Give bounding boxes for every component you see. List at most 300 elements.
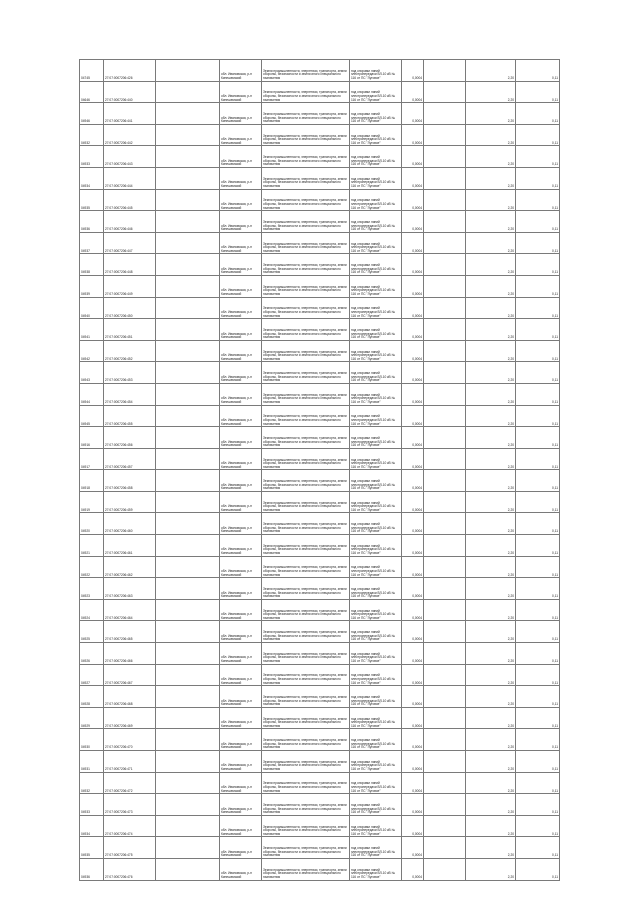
amount-cell: 0,11 xyxy=(516,275,560,297)
rate-cell: 2,20 xyxy=(466,686,516,708)
land-category-cell: Земли промышленности, энергетики, транспорта, земли обороны, безопасности и земли иного специального назначения xyxy=(262,297,350,319)
row-number-cell: 04936 xyxy=(80,858,104,880)
empty-value-cell xyxy=(424,405,466,427)
area-cell: 0,0004 xyxy=(402,60,424,82)
address-cell: обл. Ивановская, р-н Кинешемский xyxy=(220,491,262,513)
empty-cell xyxy=(156,405,220,427)
rate-cell: 2,20 xyxy=(466,772,516,794)
area-cell: 0,0004 xyxy=(402,448,424,470)
row-number-cell: 04922 xyxy=(80,556,104,578)
area-cell: 0,0004 xyxy=(402,513,424,535)
amount-cell: 0,11 xyxy=(516,405,560,427)
cadastral-number-cell: 27:07:0007206:451 xyxy=(104,319,156,341)
address-cell: обл. Ивановская, р-н Кинешемский xyxy=(220,254,262,276)
area-cell: 0,0004 xyxy=(402,535,424,557)
table-row xyxy=(80,599,560,621)
row-number-cell: 04932 xyxy=(80,772,104,794)
rate-cell: 2,20 xyxy=(466,491,516,513)
table-row xyxy=(80,211,560,233)
amount-cell: 0,11 xyxy=(516,81,560,103)
empty-cell xyxy=(156,858,220,880)
area-cell: 0,0004 xyxy=(402,837,424,859)
rate-cell: 2,20 xyxy=(466,340,516,362)
cadastral-number-cell: 27:07:0007206:441 xyxy=(104,103,156,125)
empty-value-cell xyxy=(424,535,466,557)
row-number-cell: 04646 xyxy=(80,81,104,103)
address-cell: обл. Ивановская, р-н Кинешемский xyxy=(220,211,262,233)
empty-cell xyxy=(156,556,220,578)
table-row xyxy=(80,362,560,384)
table-row xyxy=(80,491,560,513)
row-number-cell: 04934 xyxy=(80,815,104,837)
amount-cell: 0,11 xyxy=(516,211,560,233)
rate-cell: 2,20 xyxy=(466,643,516,665)
amount-cell: 0,11 xyxy=(516,319,560,341)
empty-value-cell xyxy=(424,794,466,816)
table-row xyxy=(80,643,560,665)
land-category-cell: Земли промышленности, энергетики, транспорта, земли обороны, безопасности и земли иного специального назначения xyxy=(262,340,350,362)
amount-cell: 0,11 xyxy=(516,189,560,211)
rate-cell: 2,20 xyxy=(466,124,516,146)
empty-value-cell xyxy=(424,124,466,146)
table-row xyxy=(80,254,560,276)
permitted-use-cell: под опорами линий электропередачи ВЛ-10 кВ № 116 от ПС "Луговое" xyxy=(350,103,402,125)
empty-value-cell xyxy=(424,837,466,859)
rate-cell: 2,20 xyxy=(466,751,516,773)
empty-value-cell xyxy=(424,167,466,189)
area-cell: 0,0004 xyxy=(402,599,424,621)
area-cell: 0,0004 xyxy=(402,707,424,729)
cadastral-number-cell: 27:07:0007206:454 xyxy=(104,383,156,405)
area-cell: 0,0004 xyxy=(402,146,424,168)
area-cell: 0,0004 xyxy=(402,211,424,233)
permitted-use-cell: под опорами линий электропередачи ВЛ-10 кВ № 116 от ПС "Луговое" xyxy=(350,535,402,557)
area-cell: 0,0004 xyxy=(402,686,424,708)
cadastral-number-cell: 27:07:0007206:458 xyxy=(104,470,156,492)
rate-cell: 2,20 xyxy=(466,621,516,643)
row-number-cell: 04916 xyxy=(80,427,104,449)
cadastral-number-cell: 27:07:0007206:473 xyxy=(104,794,156,816)
empty-cell xyxy=(156,729,220,751)
amount-cell: 0,11 xyxy=(516,60,560,82)
empty-cell xyxy=(156,470,220,492)
address-cell: обл. Ивановская, р-н Кинешемский xyxy=(220,103,262,125)
row-number-cell: 04946 xyxy=(80,103,104,125)
empty-cell xyxy=(156,578,220,600)
table-row xyxy=(80,794,560,816)
land-category-cell: Земли промышленности, энергетики, транспорта, земли обороны, безопасности и земли иного специального назначения xyxy=(262,275,350,297)
area-cell: 0,0004 xyxy=(402,103,424,125)
area-cell: 0,0004 xyxy=(402,858,424,880)
rate-cell: 2,20 xyxy=(466,729,516,751)
rate-cell: 2,20 xyxy=(466,815,516,837)
empty-value-cell xyxy=(424,60,466,82)
land-category-cell: Земли промышленности, энергетики, транспорта, земли обороны, безопасности и земли иного специального назначения xyxy=(262,491,350,513)
rate-cell: 2,20 xyxy=(466,211,516,233)
permitted-use-cell: под опорами линий электропередачи ВЛ-10 кВ № 116 от ПС "Луговое" xyxy=(350,772,402,794)
row-number-cell: 04937 xyxy=(80,232,104,254)
cadastral-number-cell: 27:07:0007206:455 xyxy=(104,405,156,427)
empty-cell xyxy=(156,340,220,362)
address-cell: обл. Ивановская, р-н Кинешемский xyxy=(220,772,262,794)
address-cell: обл. Ивановская, р-н Кинешемский xyxy=(220,124,262,146)
empty-value-cell xyxy=(424,751,466,773)
empty-value-cell xyxy=(424,362,466,384)
permitted-use-cell: под опорами линий электропередачи ВЛ-10 кВ № 116 от ПС "Луговое" xyxy=(350,362,402,384)
address-cell: обл. Ивановская, р-н Кинешемский xyxy=(220,146,262,168)
cadastral-number-cell: 27:07:0007206:463 xyxy=(104,578,156,600)
land-category-cell: Земли промышленности, энергетики, транспорта, земли обороны, безопасности и земли иного специального назначения xyxy=(262,751,350,773)
table-row xyxy=(80,275,560,297)
amount-cell: 0,11 xyxy=(516,772,560,794)
rate-cell: 2,20 xyxy=(466,858,516,880)
amount-cell: 0,11 xyxy=(516,146,560,168)
land-plots-table xyxy=(79,59,560,881)
area-cell: 0,0004 xyxy=(402,81,424,103)
rate-cell: 2,20 xyxy=(466,664,516,686)
address-cell: обл. Ивановская, р-н Кинешемский xyxy=(220,621,262,643)
land-category-cell: Земли промышленности, энергетики, транспорта, земли обороны, безопасности и земли иного специального назначения xyxy=(262,362,350,384)
amount-cell: 0,11 xyxy=(516,124,560,146)
area-cell: 0,0004 xyxy=(402,772,424,794)
land-category-cell: Земли промышленности, энергетики, транспорта, земли обороны, безопасности и земли иного специального назначения xyxy=(262,383,350,405)
row-number-cell: 04935 xyxy=(80,837,104,859)
amount-cell: 0,11 xyxy=(516,232,560,254)
row-number-cell: 04933 xyxy=(80,794,104,816)
amount-cell: 0,11 xyxy=(516,167,560,189)
amount-cell: 0,11 xyxy=(516,664,560,686)
empty-cell xyxy=(156,491,220,513)
rate-cell: 2,20 xyxy=(466,470,516,492)
empty-cell xyxy=(156,707,220,729)
address-cell: обл. Ивановская, р-н Кинешемский xyxy=(220,815,262,837)
land-category-cell: Земли промышленности, энергетики, транспорта, земли обороны, безопасности и земли иного специального назначения xyxy=(262,621,350,643)
table-row xyxy=(80,751,560,773)
rate-cell: 2,20 xyxy=(466,254,516,276)
land-category-cell: Земли промышленности, энергетики, транспорта, земли обороны, безопасности и земли иного специального назначения xyxy=(262,103,350,125)
table-row xyxy=(80,837,560,859)
empty-cell xyxy=(156,815,220,837)
land-category-cell: Земли промышленности, энергетики, транспорта, земли обороны, безопасности и земли иного специального назначения xyxy=(262,729,350,751)
empty-cell xyxy=(156,621,220,643)
rate-cell: 2,20 xyxy=(466,232,516,254)
land-category-cell: Земли промышленности, энергетики, транспорта, земли обороны, безопасности и земли иного специального назначения xyxy=(262,513,350,535)
address-cell: обл. Ивановская, р-н Кинешемский xyxy=(220,664,262,686)
permitted-use-cell: под опорами линий электропередачи ВЛ-10 кВ № 116 от ПС "Луговое" xyxy=(350,189,402,211)
empty-value-cell xyxy=(424,599,466,621)
row-number-cell: 04926 xyxy=(80,643,104,665)
cadastral-number-cell: 27:07:0007206:446 xyxy=(104,211,156,233)
area-cell: 0,0004 xyxy=(402,578,424,600)
amount-cell: 0,11 xyxy=(516,837,560,859)
permitted-use-cell: под опорами линий электропередачи ВЛ-10 кВ № 116 от ПС "Луговое" xyxy=(350,751,402,773)
empty-cell xyxy=(156,427,220,449)
land-category-cell: Земли промышленности, энергетики, транспорта, земли обороны, безопасности и земли иного специального назначения xyxy=(262,772,350,794)
empty-cell xyxy=(156,254,220,276)
address-cell: обл. Ивановская, р-н Кинешемский xyxy=(220,556,262,578)
empty-cell xyxy=(156,189,220,211)
land-category-cell: Земли промышленности, энергетики, транспорта, земли обороны, безопасности и земли иного специального назначения xyxy=(262,232,350,254)
rate-cell: 2,20 xyxy=(466,362,516,384)
address-cell: обл. Ивановская, р-н Кинешемский xyxy=(220,643,262,665)
empty-value-cell xyxy=(424,578,466,600)
amount-cell: 0,11 xyxy=(516,535,560,557)
permitted-use-cell: под опорами линий электропередачи ВЛ-10 кВ № 116 от ПС "Луговое" xyxy=(350,707,402,729)
address-cell: обл. Ивановская, р-н Кинешемский xyxy=(220,232,262,254)
row-number-cell: 04932 xyxy=(80,124,104,146)
land-category-cell: Земли промышленности, энергетики, транспорта, земли обороны, безопасности и земли иного специального назначения xyxy=(262,858,350,880)
permitted-use-cell: под опорами линий электропередачи ВЛ-10 кВ № 116 от ПС "Луговое" xyxy=(350,427,402,449)
area-cell: 0,0004 xyxy=(402,664,424,686)
cadastral-number-cell: 27:07:0007206:469 xyxy=(104,707,156,729)
cadastral-number-cell: 27:07:0007206:459 xyxy=(104,491,156,513)
address-cell: обл. Ивановская, р-н Кинешемский xyxy=(220,275,262,297)
land-category-cell: Земли промышленности, энергетики, транспорта, земли обороны, безопасности и земли иного специального назначения xyxy=(262,707,350,729)
row-number-cell: 04935 xyxy=(80,189,104,211)
address-cell: обл. Ивановская, р-н Кинешемский xyxy=(220,729,262,751)
cadastral-number-cell: 27:07:0007206:462 xyxy=(104,556,156,578)
rate-cell: 2,20 xyxy=(466,535,516,557)
amount-cell: 0,11 xyxy=(516,858,560,880)
address-cell: обл. Ивановская, р-н Кинешемский xyxy=(220,837,262,859)
cadastral-number-cell: 27:07:0007206:426 xyxy=(104,60,156,82)
amount-cell: 0,11 xyxy=(516,254,560,276)
permitted-use-cell: под опорами линий электропередачи ВЛ-10 кВ № 116 от ПС "Луговое" xyxy=(350,556,402,578)
empty-cell xyxy=(156,60,220,82)
empty-value-cell xyxy=(424,319,466,341)
land-category-cell: Земли промышленности, энергетики, транспорта, земли обороны, безопасности и земли иного специального назначения xyxy=(262,448,350,470)
amount-cell: 0,11 xyxy=(516,427,560,449)
rate-cell: 2,20 xyxy=(466,319,516,341)
permitted-use-cell: под опорами линий электропередачи ВЛ-10 кВ № 116 от ПС "Луговое" xyxy=(350,729,402,751)
row-number-cell: 04940 xyxy=(80,297,104,319)
land-category-cell: Земли промышленности, энергетики, транспорта, земли обороны, безопасности и земли иного специального назначения xyxy=(262,556,350,578)
empty-value-cell xyxy=(424,556,466,578)
cadastral-number-cell: 27:07:0007206:442 xyxy=(104,124,156,146)
permitted-use-cell: под опорами линий электропередачи ВЛ-10 кВ № 116 от ПС "Луговое" xyxy=(350,254,402,276)
table-row xyxy=(80,664,560,686)
area-cell: 0,0004 xyxy=(402,189,424,211)
empty-cell xyxy=(156,103,220,125)
row-number-cell: 04933 xyxy=(80,146,104,168)
empty-value-cell xyxy=(424,383,466,405)
address-cell: обл. Ивановская, р-н Кинешемский xyxy=(220,383,262,405)
land-category-cell: Земли промышленности, энергетики, транспорта, земли обороны, безопасности и земли иного специального назначения xyxy=(262,211,350,233)
area-cell: 0,0004 xyxy=(402,383,424,405)
amount-cell: 0,11 xyxy=(516,103,560,125)
empty-cell xyxy=(156,124,220,146)
rate-cell: 2,20 xyxy=(466,405,516,427)
empty-cell xyxy=(156,362,220,384)
permitted-use-cell: под опорами линий электропередачи ВЛ-10 кВ № 116 от ПС "Луговое" xyxy=(350,448,402,470)
permitted-use-cell: под опорами линий электропередачи ВЛ-10 кВ № 116 от ПС "Луговое" xyxy=(350,837,402,859)
address-cell: обл. Ивановская, р-н Кинешемский xyxy=(220,427,262,449)
address-cell: обл. Ивановская, р-н Кинешемский xyxy=(220,858,262,880)
rate-cell: 2,20 xyxy=(466,578,516,600)
permitted-use-cell: под опорами линий электропередачи ВЛ-10 кВ № 116 от ПС "Луговое" xyxy=(350,599,402,621)
permitted-use-cell: под опорами линий электропередачи ВЛ-10 кВ № 116 от ПС "Луговое" xyxy=(350,340,402,362)
land-category-cell: Земли промышленности, энергетики, транспорта, земли обороны, безопасности и земли иного специального назначения xyxy=(262,427,350,449)
row-number-cell: 04927 xyxy=(80,664,104,686)
cadastral-number-cell: 27:07:0007206:476 xyxy=(104,858,156,880)
permitted-use-cell: под опорами линий электропередачи ВЛ-10 кВ № 116 от ПС "Луговое" xyxy=(350,664,402,686)
address-cell: обл. Ивановская, р-н Кинешемский xyxy=(220,81,262,103)
permitted-use-cell: под опорами линий электропередачи ВЛ-10 кВ № 116 от ПС "Луговое" xyxy=(350,124,402,146)
cadastral-number-cell: 27:07:0007206:447 xyxy=(104,232,156,254)
table-row xyxy=(80,707,560,729)
row-number-cell: 04920 xyxy=(80,513,104,535)
land-category-cell: Земли промышленности, энергетики, транспорта, земли обороны, безопасности и земли иного специального назначения xyxy=(262,60,350,82)
empty-cell xyxy=(156,275,220,297)
rate-cell: 2,20 xyxy=(466,448,516,470)
table-row xyxy=(80,513,560,535)
rate-cell: 2,20 xyxy=(466,707,516,729)
permitted-use-cell: под опорами линий электропередачи ВЛ-10 кВ № 116 от ПС "Луговое" xyxy=(350,491,402,513)
empty-value-cell xyxy=(424,664,466,686)
permitted-use-cell: под опорами линий электропередачи ВЛ-10 кВ № 116 от ПС "Луговое" xyxy=(350,794,402,816)
permitted-use-cell: под опорами линий электропередачи ВЛ-10 кВ № 116 от ПС "Луговое" xyxy=(350,275,402,297)
row-number-cell: 04919 xyxy=(80,491,104,513)
permitted-use-cell: под опорами линий электропередачи ВЛ-10 кВ № 116 от ПС "Луговое" xyxy=(350,383,402,405)
area-cell: 0,0004 xyxy=(402,751,424,773)
permitted-use-cell: под опорами линий электропередачи ВЛ-10 кВ № 116 от ПС "Луговое" xyxy=(350,470,402,492)
address-cell: обл. Ивановская, р-н Кинешемский xyxy=(220,599,262,621)
row-number-cell: 04942 xyxy=(80,340,104,362)
table-body xyxy=(80,60,560,881)
permitted-use-cell: под опорами линий электропередачи ВЛ-10 кВ № 116 от ПС "Луговое" xyxy=(350,815,402,837)
row-number-cell: 04918 xyxy=(80,470,104,492)
address-cell: обл. Ивановская, р-н Кинешемский xyxy=(220,60,262,82)
table-row xyxy=(80,815,560,837)
area-cell: 0,0004 xyxy=(402,254,424,276)
cadastral-number-cell: 27:07:0007206:470 xyxy=(104,729,156,751)
empty-cell xyxy=(156,837,220,859)
table-row xyxy=(80,81,560,103)
row-number-cell: 04930 xyxy=(80,729,104,751)
rate-cell: 2,20 xyxy=(466,513,516,535)
empty-value-cell xyxy=(424,513,466,535)
permitted-use-cell: под опорами линий электропередачи ВЛ-10 кВ № 116 от ПС "Луговое" xyxy=(350,146,402,168)
empty-value-cell xyxy=(424,470,466,492)
amount-cell: 0,11 xyxy=(516,362,560,384)
empty-cell xyxy=(156,232,220,254)
row-number-cell: 04745 xyxy=(80,60,104,82)
empty-value-cell xyxy=(424,858,466,880)
row-number-cell: 04921 xyxy=(80,535,104,557)
table-row xyxy=(80,858,560,880)
amount-cell: 0,11 xyxy=(516,340,560,362)
land-category-cell: Земли промышленности, энергетики, транспорта, земли обороны, безопасности и земли иного специального назначения xyxy=(262,578,350,600)
area-cell: 0,0004 xyxy=(402,232,424,254)
table-row xyxy=(80,405,560,427)
land-category-cell: Земли промышленности, энергетики, транспорта, земли обороны, безопасности и земли иного специального назначения xyxy=(262,254,350,276)
rate-cell: 2,20 xyxy=(466,297,516,319)
amount-cell: 0,11 xyxy=(516,751,560,773)
cadastral-number-cell: 27:07:0007206:457 xyxy=(104,448,156,470)
area-cell: 0,0004 xyxy=(402,470,424,492)
row-number-cell: 04917 xyxy=(80,448,104,470)
land-category-cell: Земли промышленности, энергетики, транспорта, земли обороны, безопасности и земли иного специального назначения xyxy=(262,686,350,708)
empty-value-cell xyxy=(424,772,466,794)
area-cell: 0,0004 xyxy=(402,556,424,578)
area-cell: 0,0004 xyxy=(402,621,424,643)
empty-value-cell xyxy=(424,254,466,276)
permitted-use-cell: под опорами линий электропередачи ВЛ-10 кВ № 116 от ПС "Луговое" xyxy=(350,578,402,600)
cadastral-number-cell: 27:07:0007206:475 xyxy=(104,837,156,859)
rate-cell: 2,20 xyxy=(466,427,516,449)
rate-cell: 2,20 xyxy=(466,794,516,816)
permitted-use-cell: под опорами линий электропередачи ВЛ-10 кВ № 116 от ПС "Луговое" xyxy=(350,297,402,319)
cadastral-number-cell: 27:07:0007206:460 xyxy=(104,513,156,535)
address-cell: обл. Ивановская, р-н Кинешемский xyxy=(220,751,262,773)
amount-cell: 0,11 xyxy=(516,621,560,643)
empty-value-cell xyxy=(424,491,466,513)
area-cell: 0,0004 xyxy=(402,362,424,384)
cadastral-number-cell: 27:07:0007206:456 xyxy=(104,427,156,449)
permitted-use-cell: под опорами линий электропередачи ВЛ-10 кВ № 116 от ПС "Луговое" xyxy=(350,643,402,665)
empty-value-cell xyxy=(424,427,466,449)
address-cell: обл. Ивановская, р-н Кинешемский xyxy=(220,405,262,427)
row-number-cell: 04923 xyxy=(80,578,104,600)
amount-cell: 0,11 xyxy=(516,556,560,578)
row-number-cell: 04938 xyxy=(80,254,104,276)
empty-value-cell xyxy=(424,81,466,103)
empty-cell xyxy=(156,448,220,470)
area-cell: 0,0004 xyxy=(402,297,424,319)
permitted-use-cell: под опорами линий электропередачи ВЛ-10 кВ № 116 от ПС "Луговое" xyxy=(350,858,402,880)
row-number-cell: 04941 xyxy=(80,319,104,341)
land-category-cell: Земли промышленности, энергетики, транспорта, земли обороны, безопасности и земли иного специального назначения xyxy=(262,470,350,492)
table-row xyxy=(80,470,560,492)
cadastral-number-cell: 27:07:0007206:450 xyxy=(104,297,156,319)
rate-cell: 2,20 xyxy=(466,103,516,125)
land-category-cell: Земли промышленности, энергетики, транспорта, земли обороны, безопасности и земли иного специального назначения xyxy=(262,643,350,665)
address-cell: обл. Ивановская, р-н Кинешемский xyxy=(220,686,262,708)
table-row xyxy=(80,232,560,254)
amount-cell: 0,11 xyxy=(516,599,560,621)
permitted-use-cell: под опорами линий электропередачи ВЛ-10 кВ № 116 от ПС "Луговое" xyxy=(350,60,402,82)
empty-cell xyxy=(156,211,220,233)
empty-value-cell xyxy=(424,189,466,211)
permitted-use-cell: под опорами линий электропередачи ВЛ-10 кВ № 116 от ПС "Луговое" xyxy=(350,211,402,233)
empty-cell xyxy=(156,643,220,665)
table-row xyxy=(80,103,560,125)
row-number-cell: 04944 xyxy=(80,383,104,405)
land-category-cell: Земли промышленности, энергетики, транспорта, земли обороны, безопасности и земли иного специального назначения xyxy=(262,189,350,211)
empty-value-cell xyxy=(424,146,466,168)
address-cell: обл. Ивановская, р-н Кинешемский xyxy=(220,297,262,319)
area-cell: 0,0004 xyxy=(402,405,424,427)
rate-cell: 2,20 xyxy=(466,167,516,189)
row-number-cell: 04945 xyxy=(80,405,104,427)
land-category-cell: Земли промышленности, энергетики, транспорта, земли обороны, безопасности и земли иного специального назначения xyxy=(262,405,350,427)
table-row xyxy=(80,686,560,708)
empty-value-cell xyxy=(424,103,466,125)
empty-cell xyxy=(156,599,220,621)
permitted-use-cell: под опорами линий электропередачи ВЛ-10 кВ № 116 от ПС "Луговое" xyxy=(350,319,402,341)
rate-cell: 2,20 xyxy=(466,599,516,621)
row-number-cell: 04939 xyxy=(80,275,104,297)
table-row xyxy=(80,340,560,362)
row-number-cell: 04928 xyxy=(80,686,104,708)
empty-value-cell xyxy=(424,621,466,643)
address-cell: обл. Ивановская, р-н Кинешемский xyxy=(220,448,262,470)
table-row xyxy=(80,427,560,449)
rate-cell: 2,20 xyxy=(466,556,516,578)
rate-cell: 2,20 xyxy=(466,60,516,82)
empty-value-cell xyxy=(424,275,466,297)
empty-cell xyxy=(156,664,220,686)
